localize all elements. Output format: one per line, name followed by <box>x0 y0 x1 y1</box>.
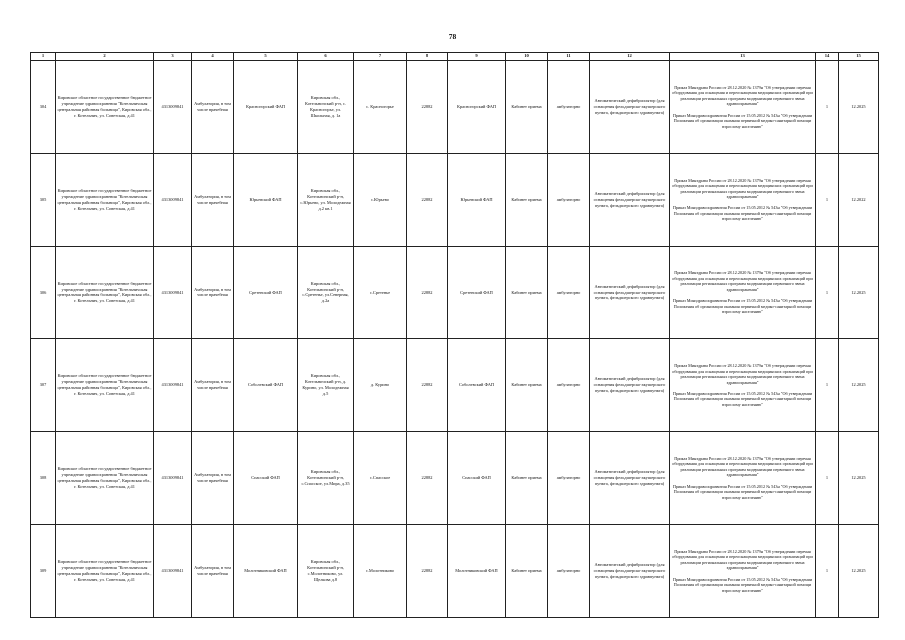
inn-cell: 4313009841 <box>154 339 192 432</box>
column-header: 6 <box>298 53 354 61</box>
unit-type-cell: Амбулатория, в том числе врачебная <box>192 524 234 617</box>
organization-cell: Кировское областное государственное бюджетное учреждение здравоохранения "Котельничская центральная районная больница", Кировская обл., г. Котельнич, ул. Советская, д.41 <box>56 339 154 432</box>
room-cell: Кабинет приема <box>506 339 548 432</box>
row-number: 306 <box>31 246 56 339</box>
legal-basis-2: Приказ Минздравсоцразвития России от 15.05.2012 № 543н "Об утверждении Положения об организации оказания первичной медико-санитарной помощи взрослому населению" <box>672 112 813 129</box>
legal-basis-cell <box>670 153 816 246</box>
equipment-cell: Автоматический дефибриллятор (для оснащения фельдшерско-акушерского пункта, фельдшерского здравпункта) <box>590 524 670 617</box>
address-cell: Кировская обл., Котельничский р-н, с.Молотниково, ул. Щелкова д.8 <box>298 524 354 617</box>
address-cell: Кировская обл., Котельничский р-н, с. Красногорье, ул. Школьная, д. 1а <box>298 61 354 154</box>
legal-basis-1: Приказ Минздрава России от 28.12.2020 № 1379н "Об утверждении перечня оборудования для оснащения и переоснащения медицинских организаций при реализации региональных программ модернизации первичного звена здравоохранения" <box>672 548 813 571</box>
code-cell: 22882 <box>407 246 448 339</box>
organization-cell: Кировское областное государственное бюджетное учреждение здравоохранения "Котельничская центральная районная больница", Кировская обл., г. Котельнич, ул. Советская, д.41 <box>56 153 154 246</box>
legal-basis-1: Приказ Минздрава России от 28.12.2020 № 1379н "Об утверждении перечня оборудования для оснащения и переоснащения медицинских организаций при реализации региональных программ модернизации первичного звена здравоохранения" <box>672 456 813 478</box>
row-number: 304 <box>31 61 56 154</box>
facility-name-cell: Соболевский ФАП <box>234 339 298 432</box>
legal-basis-2: Приказ Минздравсоцразвития России от 15.05.2012 № 543н "Об утверждении Положения об организации оказания первичной медико-санитарной помощи взрослому населению" <box>672 391 813 407</box>
quantity-cell: 1 <box>816 246 839 339</box>
equipment-cell: Автоматический дефибриллятор (для оснащения фельдшерско-акушерского пункта, фельдшерского здравпункта) <box>590 432 670 525</box>
date-cell: 12.2025 <box>839 524 879 617</box>
column-header: 10 <box>506 53 548 61</box>
locality-cell: с.Молотниково <box>354 524 407 617</box>
subdivision-cell: Сретенский ФАП <box>448 246 506 339</box>
legal-basis-cell <box>670 432 816 525</box>
table-row <box>31 339 879 432</box>
date-cell: 12.2025 <box>839 432 879 525</box>
facility-name-cell: Юрьевский ФАП <box>234 153 298 246</box>
equipment-table <box>30 52 879 618</box>
room-cell: Кабинет приема <box>506 246 548 339</box>
legal-basis-cell <box>670 339 816 432</box>
organization-cell: Кировское областное государственное бюджетное учреждение здравоохранения "Котельничская центральная районная больница", Кировская обл., г. Котельнич, ул. Советская, д.41 <box>56 524 154 617</box>
address-cell: Кировская обл., Котельничский р-н, с.Юрьево, ул. Молодежная д.2 кв.1 <box>298 153 354 246</box>
table-row <box>31 61 879 154</box>
column-header: 13 <box>670 53 816 61</box>
page-number: 78 <box>448 32 457 41</box>
address-cell: Кировская обл., Котельничский р-н, д. Курино, ул. Молодежная д.5 <box>298 339 354 432</box>
inn-cell: 4313009841 <box>154 61 192 154</box>
equipment-cell: Автоматический дефибриллятор (для оснащения фельдшерско-акушерского пункта, фельдшерского здравпункта) <box>590 61 670 154</box>
column-header: 15 <box>839 53 879 61</box>
facility-name-cell: Спасский ФАП <box>234 432 298 525</box>
legal-basis-2: Приказ Минздравсоцразвития России от 15.05.2012 № 543н "Об утверждении Положения об организации оказания первичной медико-санитарной помощи взрослому населению" <box>672 576 813 593</box>
care-form-cell: амбулаторно <box>548 339 590 432</box>
code-cell: 22882 <box>407 524 448 617</box>
unit-type-cell: Амбулатория, в том числе врачебная <box>192 339 234 432</box>
legal-basis-2: Приказ Минздравсоцразвития России от 15.05.2012 № 543н "Об утверждении Положения об организации оказания первичной медико-санитарной помощи взрослому населению" <box>672 483 813 500</box>
table-row <box>31 153 879 246</box>
facility-name-cell: Красногорский ФАП <box>234 61 298 154</box>
quantity-cell: 1 <box>816 61 839 154</box>
locality-cell: с. Красногорье <box>354 61 407 154</box>
column-header: 1 <box>31 53 56 61</box>
column-header: 5 <box>234 53 298 61</box>
column-header: 7 <box>354 53 407 61</box>
code-cell: 22882 <box>407 339 448 432</box>
care-form-cell: амбулаторно <box>548 432 590 525</box>
care-form-cell: амбулаторно <box>548 524 590 617</box>
room-cell: Кабинет приема <box>506 153 548 246</box>
organization-cell: Кировское областное государственное бюджетное учреждение здравоохранения "Котельничская центральная районная больница", Кировская обл., г. Котельнич, ул. Советская, д.41 <box>56 246 154 339</box>
organization-cell: Кировское областное государственное бюджетное учреждение здравоохранения "Котельничская центральная районная больница", Кировская обл., г. Котельнич, ул. Советская, д.41 <box>56 432 154 525</box>
legal-basis-2: Приказ Минздравсоцразвития России от 15.05.2012 № 543н "Об утверждении Положения об организации оказания первичной медико-санитарной помощи взрослому населению" <box>672 298 813 315</box>
date-cell: 12.2025 <box>839 339 879 432</box>
row-number: 305 <box>31 153 56 246</box>
column-header: 8 <box>407 53 448 61</box>
subdivision-cell: Молотниковский ФАП <box>448 524 506 617</box>
code-cell: 22882 <box>407 432 448 525</box>
equipment-cell: Автоматический дефибриллятор (для оснащения фельдшерско-акушерского пункта, фельдшерского здравпункта) <box>590 153 670 246</box>
address-cell: Кировская обл., Котельничский р-н, с.Спасское, ул.Мира, д.35 <box>298 432 354 525</box>
header-row <box>31 53 879 61</box>
column-header: 2 <box>56 53 154 61</box>
unit-type-cell: Амбулатория, в том числе врачебная <box>192 153 234 246</box>
equipment-cell: Автоматический дефибриллятор (для оснащения фельдшерско-акушерского пункта, фельдшерского здравпункта) <box>590 339 670 432</box>
date-cell: 12.2022 <box>839 153 879 246</box>
locality-cell: д. Курино <box>354 339 407 432</box>
care-form-cell: амбулаторно <box>548 246 590 339</box>
column-header: 11 <box>548 53 590 61</box>
inn-cell: 4313009841 <box>154 432 192 525</box>
room-cell: Кабинет приема <box>506 61 548 154</box>
column-header: 12 <box>590 53 670 61</box>
unit-type-cell: Амбулатория, в том числе врачебная <box>192 432 234 525</box>
date-cell: 12.2025 <box>839 246 879 339</box>
quantity-cell: 1 <box>816 432 839 525</box>
code-cell: 22882 <box>407 153 448 246</box>
address-cell: Кировская обл., Котельничский р-н, с.Сретенье, ул.Северная, д.2а <box>298 246 354 339</box>
table-row <box>31 246 879 339</box>
locality-cell: с.Юрьево <box>354 153 407 246</box>
locality-cell: с.Спасское <box>354 432 407 525</box>
legal-basis-cell <box>670 524 816 617</box>
legal-basis-cell <box>670 61 816 154</box>
date-cell: 12.2025 <box>839 61 879 154</box>
row-number: 308 <box>31 432 56 525</box>
code-cell: 22882 <box>407 61 448 154</box>
room-cell: Кабинет приема <box>506 432 548 525</box>
column-header: 4 <box>192 53 234 61</box>
legal-basis-cell <box>670 246 816 339</box>
unit-type-cell: Амбулатория, в том числе врачебная <box>192 246 234 339</box>
care-form-cell: амбулаторно <box>548 61 590 154</box>
inn-cell: 4313009841 <box>154 246 192 339</box>
legal-basis-1: Приказ Минздрава России от 28.12.2020 № 1379н "Об утверждении перечня оборудования для оснащения и переоснащения медицинских организаций при реализации региональных программ модернизации первичного звена здравоохранения" <box>672 84 813 107</box>
table-row <box>31 432 879 525</box>
legal-basis-2: Приказ Минздравсоцразвития России от 15.05.2012 № 543н "Об утверждении Положения об организации оказания первичной медико-санитарной помощи взрослому населению" <box>672 205 813 222</box>
table-row <box>31 524 879 617</box>
column-header: 3 <box>154 53 192 61</box>
room-cell: Кабинет приема <box>506 524 548 617</box>
unit-type-cell: Амбулатория, в том числе врачебная <box>192 61 234 154</box>
locality-cell: с.Сретенье <box>354 246 407 339</box>
row-number: 307 <box>31 339 56 432</box>
inn-cell: 4313009841 <box>154 524 192 617</box>
subdivision-cell: Соболевский ФАП <box>448 339 506 432</box>
legal-basis-1: Приказ Минздрава России от 28.12.2020 № 1379н "Об утверждении перечня оборудования для оснащения и переоснащения медицинских организаций при реализации региональных программ модернизации первичного звена здравоохранения" <box>672 177 813 199</box>
organization-cell: Кировское областное государственное бюджетное учреждение здравоохранения "Котельничская центральная районная больница", Кировская обл., г. Котельнич, ул. Советская, д.41 <box>56 61 154 154</box>
quantity-cell: 1 <box>816 339 839 432</box>
quantity-cell: 1 <box>816 524 839 617</box>
facility-name-cell: Сретенский ФАП <box>234 246 298 339</box>
subdivision-cell: Юрьевский ФАП <box>448 153 506 246</box>
subdivision-cell: Спасский ФАП <box>448 432 506 525</box>
row-number: 309 <box>31 524 56 617</box>
column-header: 9 <box>448 53 506 61</box>
facility-name-cell: Молотниковский ФАП <box>234 524 298 617</box>
inn-cell: 4313009841 <box>154 153 192 246</box>
care-form-cell: амбулаторно <box>548 153 590 246</box>
quantity-cell: 1 <box>816 153 839 246</box>
subdivision-cell: Красногорский ФАП <box>448 61 506 154</box>
column-header: 14 <box>816 53 839 61</box>
legal-basis-1: Приказ Минздрава России от 28.12.2020 № 1379н "Об утверждении перечня оборудования для оснащения и переоснащения медицинских организаций при реализации региональных программ модернизации первичного звена здравоохранения" <box>672 363 813 385</box>
legal-basis-1: Приказ Минздрава России от 28.12.2020 № 1379н "Об утверждении перечня оборудования для оснащения и переоснащения медицинских организаций при реализации региональных программ модернизации первичного звена здравоохранения" <box>672 270 813 292</box>
equipment-cell: Автоматический дефибриллятор (для оснащения фельдшерско-акушерского пункта, фельдшерского здравпункта) <box>590 246 670 339</box>
